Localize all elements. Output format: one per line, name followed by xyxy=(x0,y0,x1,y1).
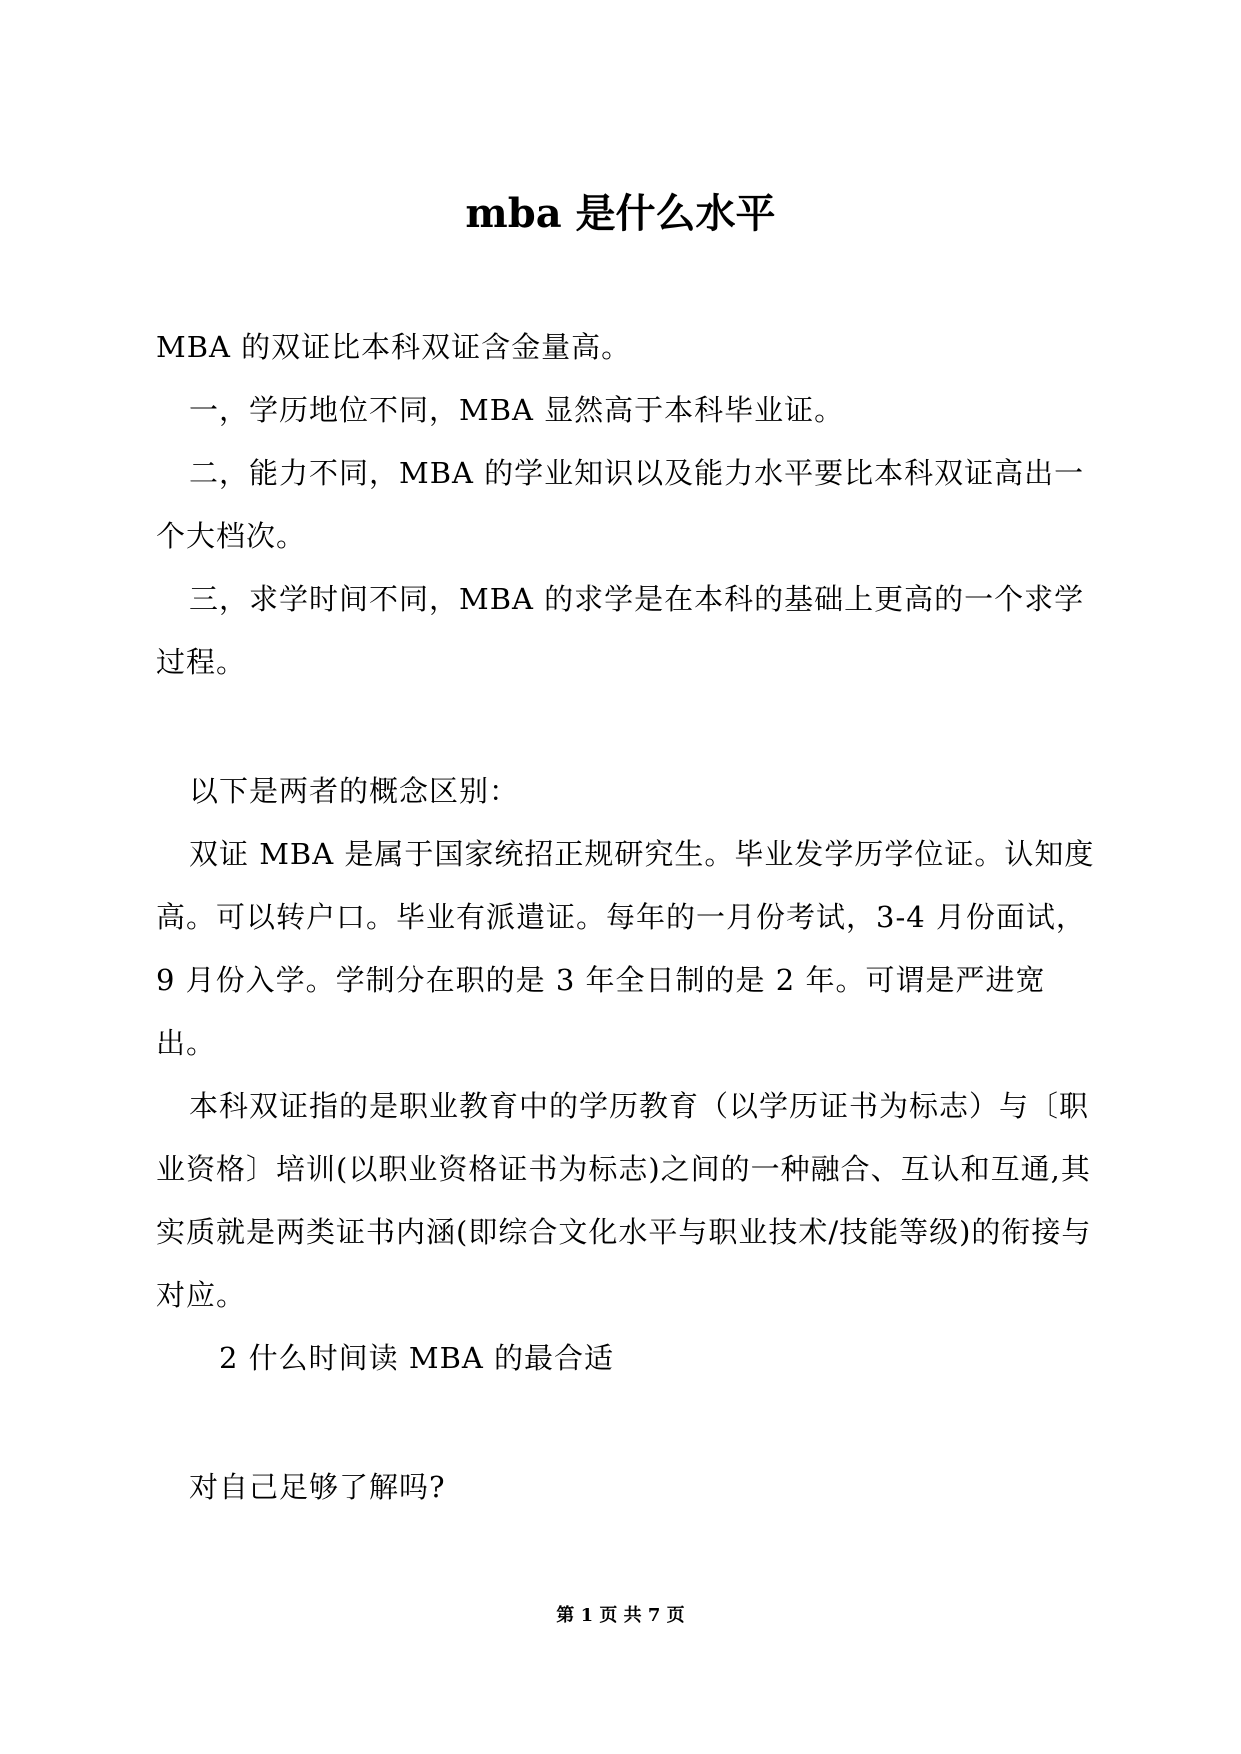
paragraph-intro: MBA 的双证比本科双证含金量高。 xyxy=(156,330,632,364)
document-title: mba 是什么水平 xyxy=(465,190,776,237)
page-number-footer: 第 1 页 共 7 页 xyxy=(556,1605,685,1626)
section-heading: 2 什么时间读 MBA 的最合适 xyxy=(219,1341,615,1375)
document-body xyxy=(156,316,1096,1519)
blank-line xyxy=(156,694,1096,760)
paragraph-undergrad-dual-cert: 本科双证指的是职业教育中的学历教育（以学历证书为标志）与〔职业资格〕培训(以职业资格证书为标志)之间的一种融合、互认和互通,其实质就是两类证书内涵(即综合文化水平与职业技术/技能等级)的衔接与对应。 xyxy=(156,1089,1092,1312)
paragraph-dual-cert-mba: 双证 MBA 是属于国家统招正规研究生。毕业发学历学位证。认知度高。可以转户口。毕业有派遣证。每年的一月份考试，3-4 月份面试，9 月份入学。学制分在职的是 3 年全日制的是 2 年。可谓是严进宽出。 xyxy=(156,837,1095,1060)
paragraph-concept-heading: 以下是两者的概念区别： xyxy=(189,774,520,808)
paragraph-point-one: 一，学历地位不同，MBA 显然高于本科毕业证。 xyxy=(189,393,845,427)
paragraph-question: 对自己足够了解吗? xyxy=(189,1470,446,1504)
blank-line xyxy=(156,1390,1096,1456)
paragraph-point-two: 二，能力不同，MBA 的学业知识以及能力水平要比本科双证高出一个大档次。 xyxy=(156,456,1085,553)
paragraph-point-three: 三，求学时间不同，MBA 的求学是在本科的基础上更高的一个求学过程。 xyxy=(156,582,1085,679)
